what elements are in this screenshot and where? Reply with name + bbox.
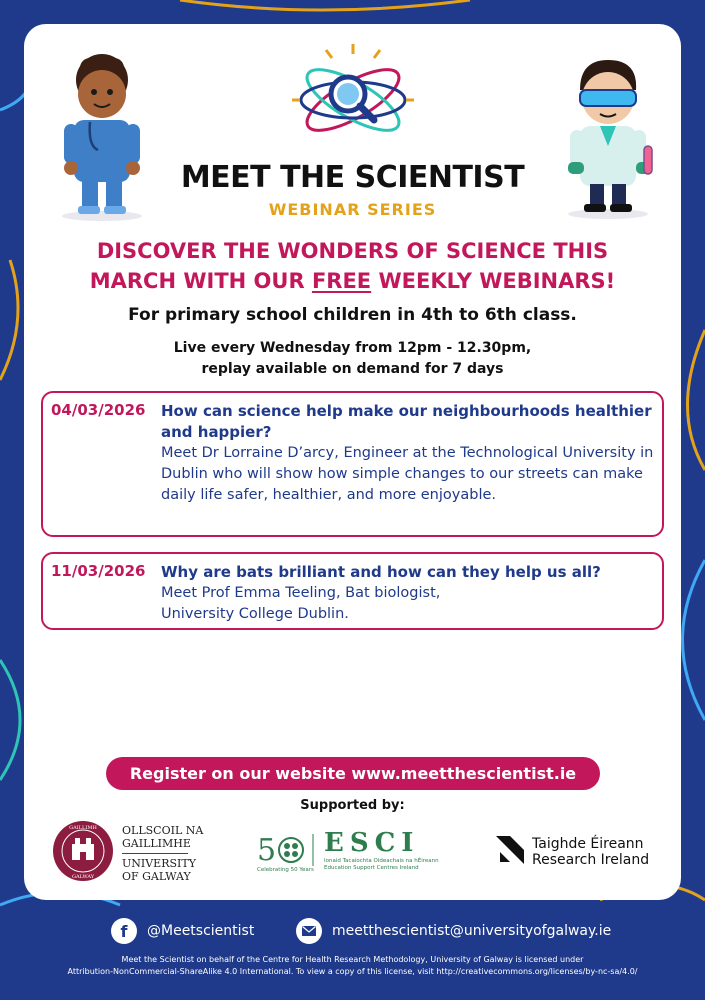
poster-card	[24, 24, 681, 900]
headline	[34, 236, 671, 296]
esci-wordmark: ESCI Ionaid Tacaíochta Oideachais na hÉireann Education Support Centres Ireland	[324, 828, 439, 871]
series-subtitle: WEBINAR SERIES	[268, 200, 437, 219]
research-ireland-logo-mark	[496, 836, 526, 866]
svg-text:GAILLIMH: GAILLIMH	[69, 825, 97, 831]
atom-magnifier-logo	[290, 42, 416, 152]
esci-50-years-logo	[257, 832, 319, 866]
session-card-2	[41, 552, 664, 630]
email-address: meetthescientist@universityofgalway.ie	[332, 923, 612, 939]
scientist-character-illustration	[560, 54, 660, 220]
session-description: Meet Dr Lorraine D’arcy, Engineer at the Technological University in Dublin who will show how simple changes to our streets can make daily life safer, healthier, and more enjoyable.	[161, 445, 654, 503]
session-date: 11/03/2026	[51, 562, 146, 580]
esci-celebrating: Celebrating 50 Years	[257, 867, 314, 873]
headline-line-1: DISCOVER THE WONDERS OF SCIENCE THIS	[96, 239, 609, 263]
session-question: How can science help make our neighbourhoods healthier and happier?	[161, 402, 652, 441]
session-card-1	[41, 391, 664, 537]
facebook-handle: @Meetscientist	[147, 923, 255, 939]
free-emphasis: FREE	[311, 269, 372, 293]
svg-text:5: 5	[257, 833, 277, 866]
university-of-galway-seal-logo	[52, 820, 114, 882]
svg-text:GALWAY: GALWAY	[71, 874, 95, 880]
supported-by-label: Supported by:	[300, 798, 405, 813]
email-link[interactable]	[296, 918, 611, 944]
research-ireland-wordmark: Taighde Éireann Research Ireland	[532, 836, 650, 868]
audience-text: For primary school children in 4th to 6th class.	[128, 305, 577, 325]
university-of-galway-wordmark: OLLSCOIL NA GAILLIMHE UNIVERSITY OF GALWAY	[122, 824, 204, 883]
schedule-text: Live every Wednesday from 12pm - 12.30pm, replay available on demand for 7 days	[173, 340, 532, 377]
series-title: MEET THE SCIENTIST	[180, 160, 525, 195]
register-website-banner[interactable]: Register on our website www.meetthescientist.ie	[106, 757, 600, 790]
facebook-link[interactable]	[111, 918, 254, 944]
nurse-character-illustration	[52, 50, 152, 222]
session-question: Why are bats brilliant and how can they help us all?	[161, 563, 601, 581]
session-date: 04/03/2026	[51, 401, 146, 419]
session-description: Meet Prof Emma Teeling, Bat biologist, University College Dublin.	[161, 585, 441, 622]
envelope-icon	[296, 918, 322, 944]
headline-line-2: MARCH WITH OUR FREE WEEKLY WEBINARS!	[89, 269, 616, 293]
facebook-icon: f	[111, 918, 137, 944]
license-notice: Meet the Scientist on behalf of the Centre for Health Research Methodology, University of Galway is licensed under Attribution-NonCommercial-ShareAlike 4.0 International. To view a copy of this license, visit http://creativecommons.org/licenses/by-nc-sa/4.0/	[67, 955, 638, 976]
